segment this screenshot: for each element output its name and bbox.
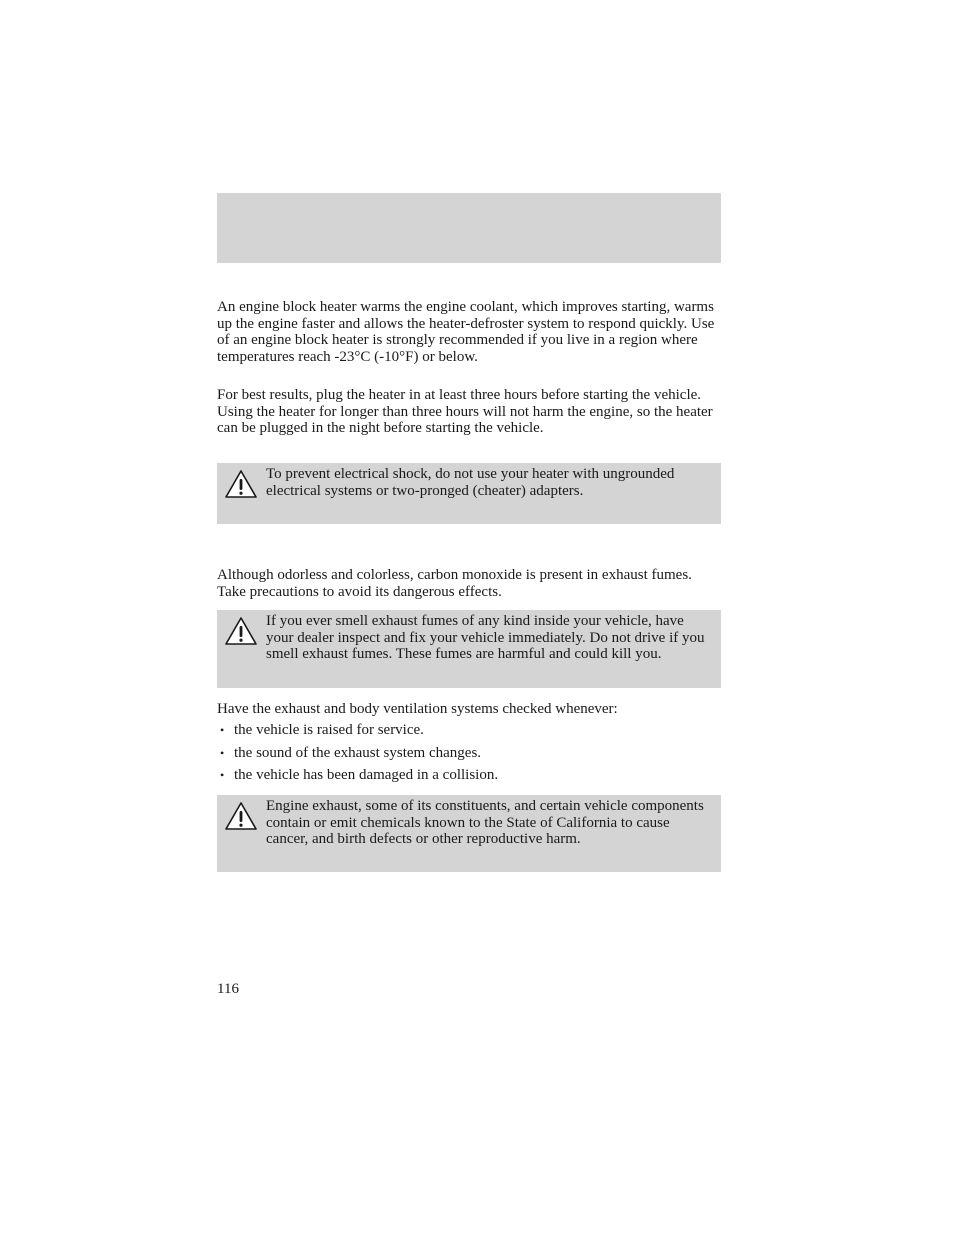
warning-text: Engine exhaust, some of its constituents, and certain vehicle components contain or emit chemicals known to the State of California to cause cancer, and birth defects or other reproductive harm. xyxy=(266,798,704,847)
list-item xyxy=(217,722,721,745)
bullet-dot: • xyxy=(220,745,225,760)
warning-text: To prevent electrical shock, do not use your heater with ungrounded electrical systems or two-pronged (cheater) adapters. xyxy=(266,466,675,499)
list-item-text: the vehicle is raised for service. xyxy=(234,722,424,738)
page-number: 116 xyxy=(217,981,239,997)
exhaust-check-paragraph: Have the exhaust and body ventilation systems checked whenever: xyxy=(217,701,618,717)
warning-text: If you ever smell exhaust fumes of any kind inside your vehicle, have your dealer inspect and fix your vehicle immediately. Do not drive if you smell exhaust fumes. These fumes are harmful and could kill you. xyxy=(266,613,705,662)
warning-triangle-icon xyxy=(224,800,258,832)
engine-block-heater-paragraph: An engine block heater warms the engine coolant, which improves starting, warms up the engine faster and allows the heater-defroster system to respond quickly. Use of an engine block heater is strongly recommended if you live in a region where temperatures reach -23°C (-10°F) or below. xyxy=(217,299,715,365)
list-item xyxy=(217,767,721,790)
list-item xyxy=(217,745,721,768)
section-header-bar xyxy=(217,193,721,263)
warning-triangle-icon xyxy=(224,468,258,500)
carbon-monoxide-paragraph: Although odorless and colorless, carbon monoxide is present in exhaust fumes. Take precautions to avoid its dangerous effects. xyxy=(217,567,692,600)
list-item-text: the vehicle has been damaged in a collision. xyxy=(234,767,499,783)
heater-best-results-paragraph: For best results, plug the heater in at least three hours before starting the vehicle. Using the heater for longer than three hours will not harm the engine, so the heater can be plugged in the night before starting the vehicle. xyxy=(217,387,713,436)
bullet-dot: • xyxy=(220,768,225,782)
list-item-text: the sound of the exhaust system changes. xyxy=(234,744,482,761)
warning-triangle-icon xyxy=(224,615,258,647)
bullet-dot: • xyxy=(220,723,225,737)
electrical-shock-warning xyxy=(217,463,721,524)
california-warning xyxy=(217,795,721,872)
exhaust-check-list xyxy=(217,722,721,790)
exhaust-fumes-warning xyxy=(217,610,721,688)
